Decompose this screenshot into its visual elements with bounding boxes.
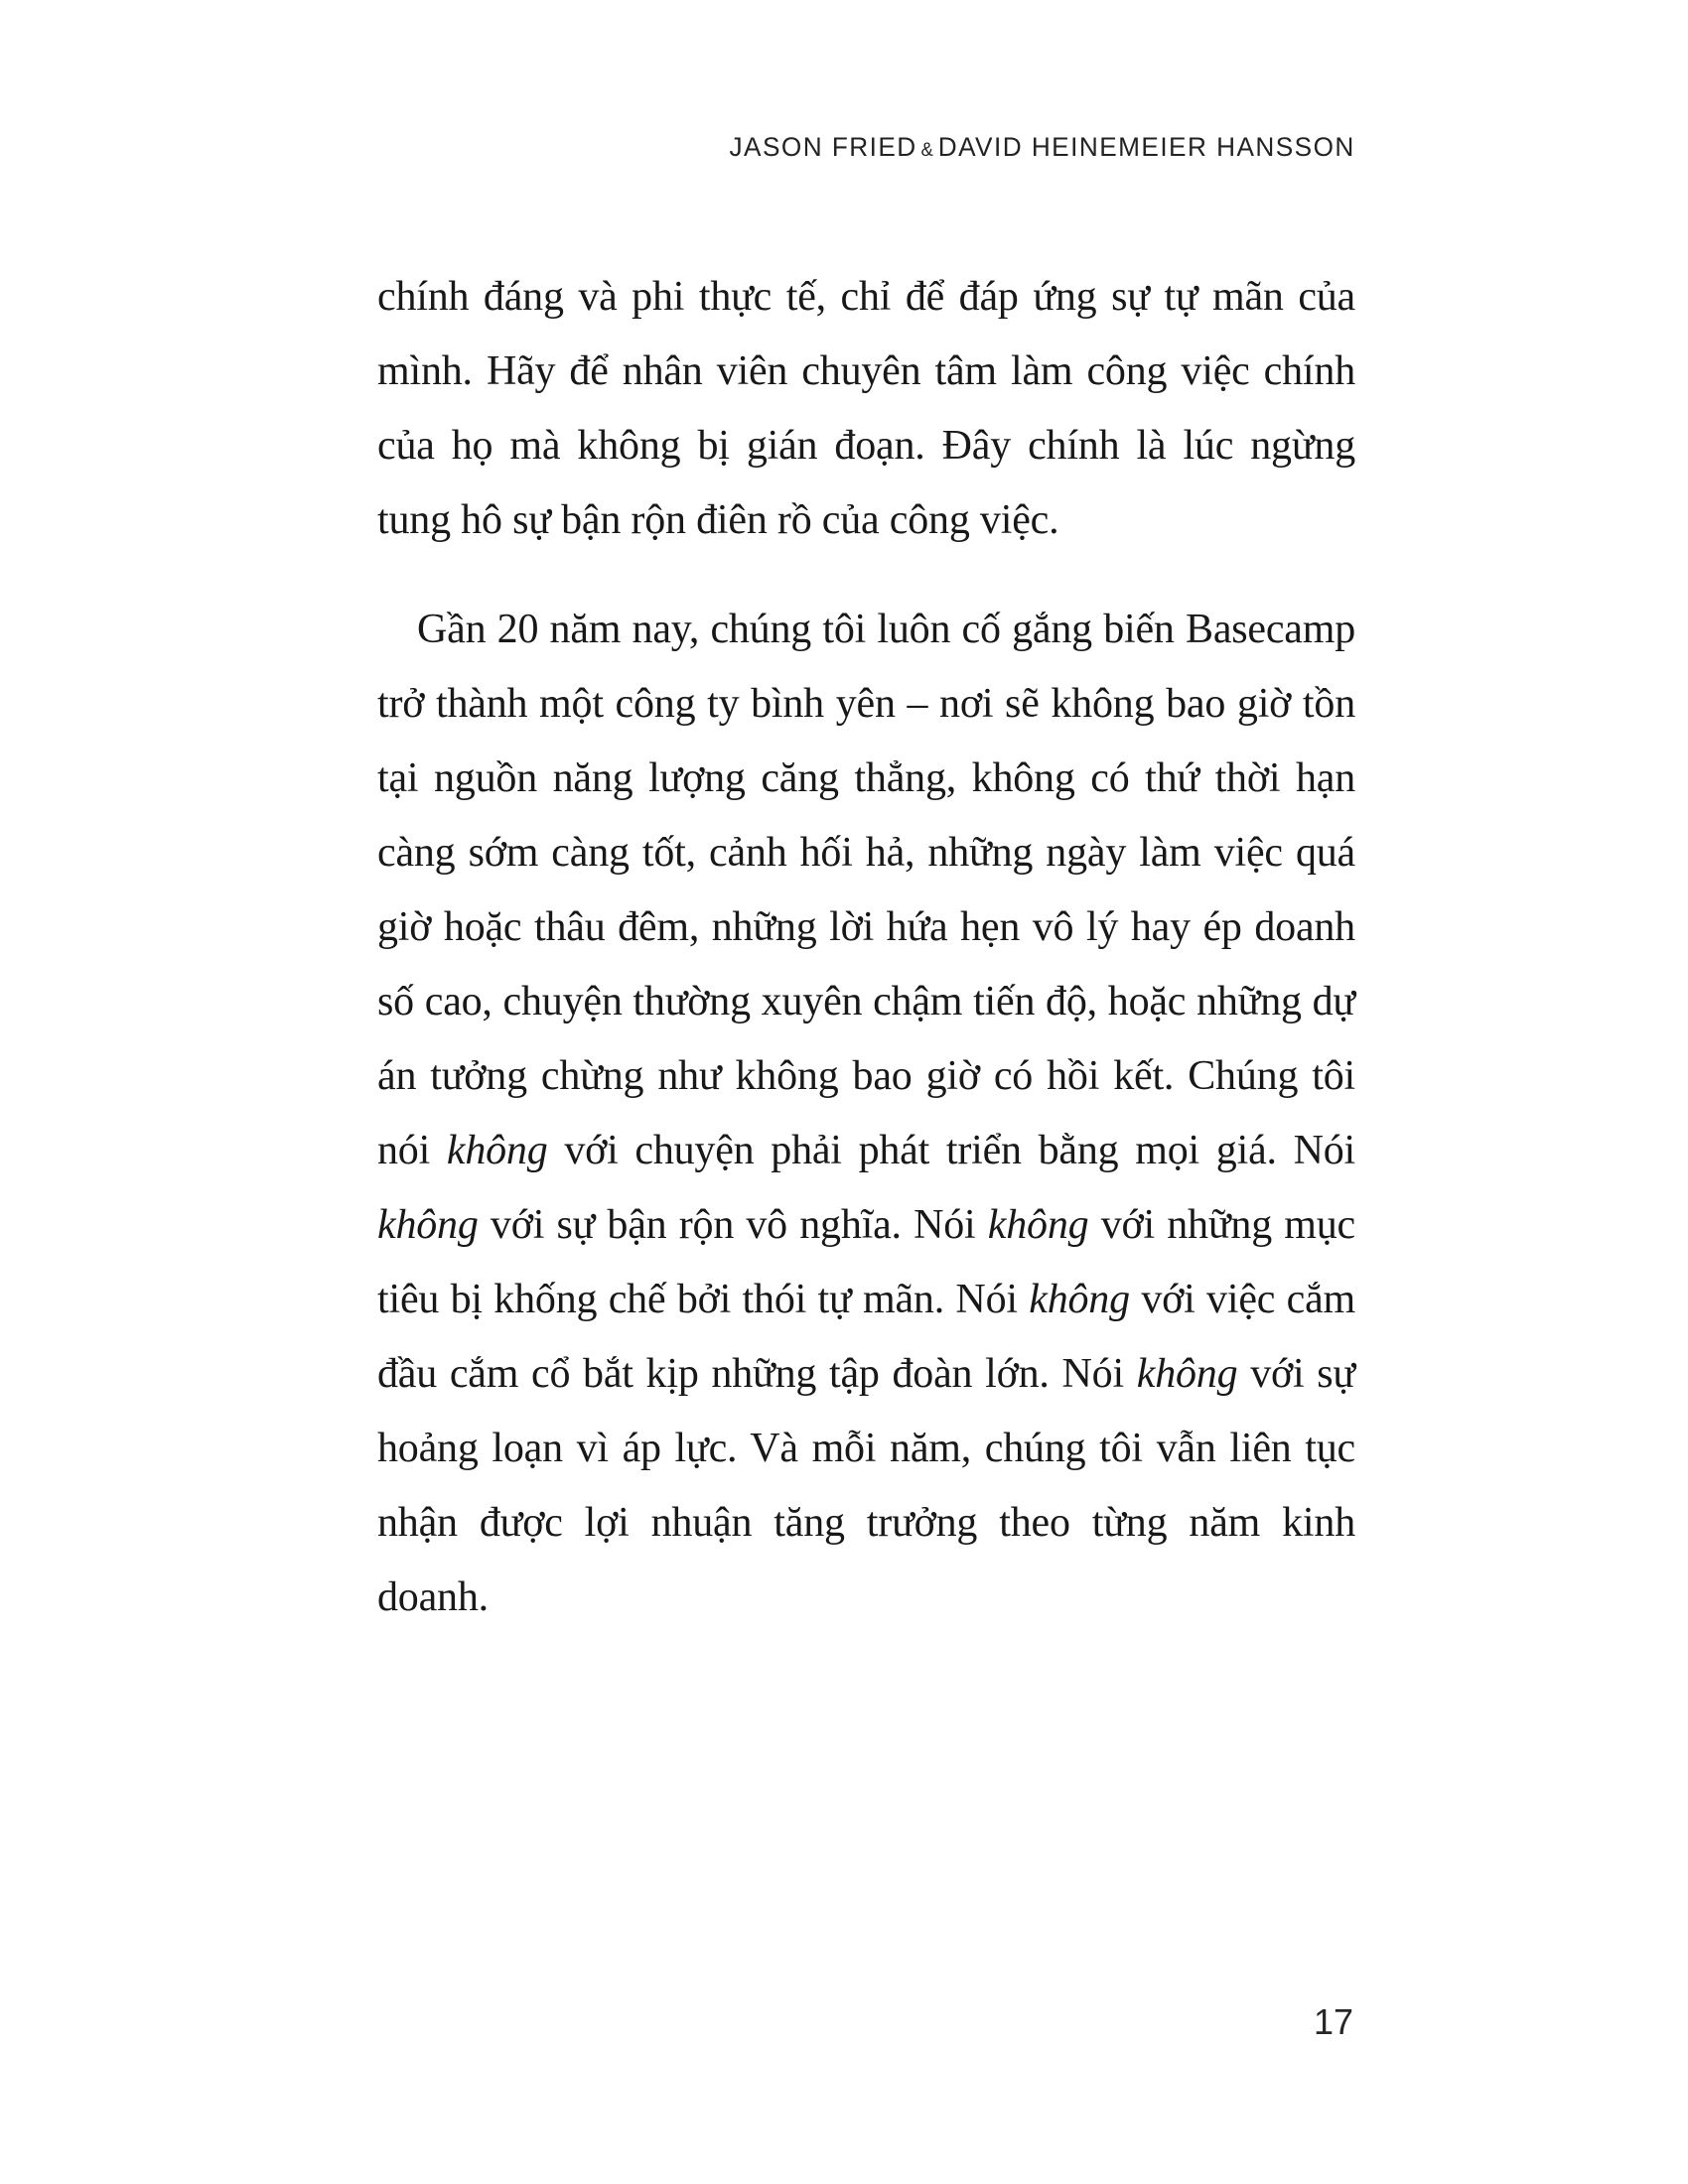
page-number: 17 [1313, 2001, 1353, 2042]
header-author-left: JASON FRIED [729, 132, 917, 162]
paragraph: Gần 20 năm nay, chúng tôi luôn cố gắng biến Basecamp trở thành một công ty bình yên – nơi sẽ không bao giờ tồn tại nguồn năng lượng căng thẳng, không có thứ thời hạn càng sớm càng tốt, cảnh hối hả, những ngày làm việc quá giờ hoặc thâu đêm, những lời hứa hẹn vô lý hay ép doanh số cao, chuyện thường xuyên chậm tiến độ, hoặc những dự án tưởng chừng như không bao giờ có hồi kết. Chúng tôi nói không với chuyện phải phát triển bằng mọi giá. Nói không với sự bận rộn vô nghĩa. Nói không với những mục tiêu bị khống chế bởi thói tự mãn. Nói không với việc cắm đầu cắm cổ bắt kịp những tập đoàn lớn. Nói không với sự hoảng loạn vì áp lực. Và mỗi năm, chúng tôi vẫn liên tục nhận được lợi nhuận tăng trưởng theo từng năm kinh doanh. [377, 607, 1356, 1620]
running-header [730, 132, 1355, 163]
body-text [377, 260, 1355, 1635]
paragraph: chính đáng và phi thực tế, chỉ để đáp ứng sự tự mãn của mình. Hãy để nhân viên chuyên tâm làm công việc chính của họ mà không bị gián đoạn. Đây chính là lúc ngừng tung hô sự bận rộn điên rồ của công việc. [377, 274, 1355, 543]
header-ampersand: & [920, 140, 935, 161]
header-author-right: DAVID HEINEMEIER HANSSON [937, 132, 1355, 162]
